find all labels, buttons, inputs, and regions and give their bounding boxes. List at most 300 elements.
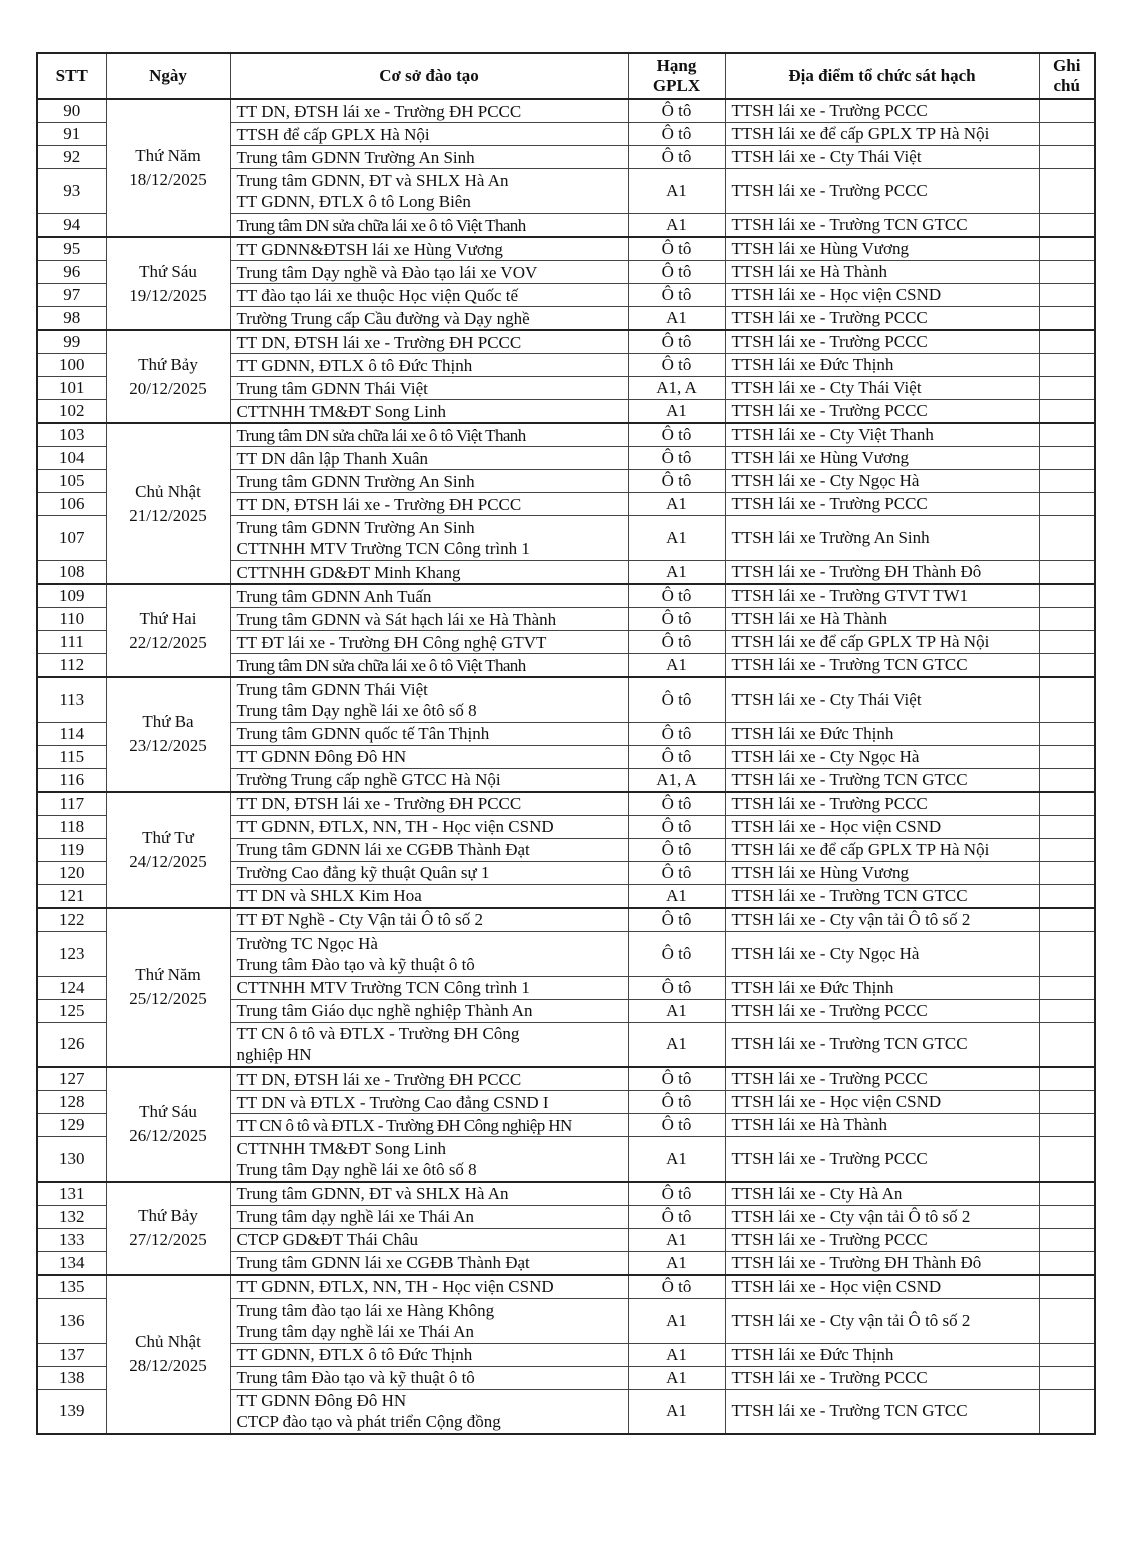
cell-exam-venue: TTSH lái xe Trường An Sinh [725, 516, 1039, 561]
cell-note [1039, 447, 1095, 470]
cell-exam-venue: TTSH lái xe - Học viện CSND [725, 284, 1039, 307]
cell-training-center [230, 1343, 628, 1366]
cell-license-class: Ô tô [628, 1091, 725, 1114]
cell-exam-venue: TTSH lái xe - Cty Việt Thanh [725, 423, 1039, 447]
cell-license-class: A1 [628, 884, 725, 908]
table-row [37, 584, 1095, 608]
cell-exam-venue: TTSH lái xe - Cty vận tải Ô tô số 2 [725, 1298, 1039, 1343]
cell-license-class: A1 [628, 169, 725, 214]
cell-license-class: Ô tô [628, 1275, 725, 1299]
cell-exam-venue: TTSH lái xe - Trường PCCC [725, 99, 1039, 123]
cell-exam-venue: TTSH lái xe - Cty vận tải Ô tô số 2 [725, 1205, 1039, 1228]
cell-date [106, 423, 230, 584]
cell-stt: 136 [37, 1298, 106, 1343]
cell-exam-venue: TTSH lái xe - Trường PCCC [725, 400, 1039, 424]
cell-note [1039, 931, 1095, 976]
cell-stt: 125 [37, 999, 106, 1022]
cell-training-center [230, 169, 628, 214]
schedule-table [36, 52, 1096, 1435]
cell-stt: 95 [37, 237, 106, 261]
cell-exam-venue: TTSH lái xe Hùng Vương [725, 447, 1039, 470]
cell-license-class: A1 [628, 1343, 725, 1366]
cell-training-center [230, 470, 628, 493]
cell-training-center [230, 976, 628, 999]
cell-note [1039, 284, 1095, 307]
cell-training-center [230, 516, 628, 561]
cell-training-center [230, 146, 628, 169]
training-center-name: CTCP đào tạo và phát triển Cộng đồng [236, 1412, 501, 1432]
training-center-name: CTTNHH TM&ĐT Song Linh [236, 1138, 447, 1158]
cell-training-center [230, 908, 628, 932]
cell-stt: 100 [37, 354, 106, 377]
cell-exam-venue: TTSH lái xe Hà Thành [725, 1114, 1039, 1137]
cell-license-class: Ô tô [628, 1067, 725, 1091]
training-center-name: TT DN dân lập Thanh Xuân [236, 448, 429, 468]
cell-stt: 134 [37, 1251, 106, 1275]
cell-note [1039, 1114, 1095, 1137]
cell-license-class: Ô tô [628, 330, 725, 354]
cell-note [1039, 908, 1095, 932]
training-center-name: Trung tâm GDNN và Sát hạch lái xe Hà Thành [236, 609, 557, 629]
cell-license-class: Ô tô [628, 237, 725, 261]
cell-note [1039, 516, 1095, 561]
cell-note [1039, 1182, 1095, 1206]
training-center-name: TT DN, ĐTSH lái xe - Trường ĐH PCCC [236, 1069, 522, 1089]
date-label: 24/12/2025 [129, 851, 207, 871]
cell-training-center [230, 768, 628, 792]
cell-license-class: Ô tô [628, 631, 725, 654]
cell-stt: 132 [37, 1205, 106, 1228]
cell-date [106, 99, 230, 237]
cell-training-center [230, 377, 628, 400]
cell-license-class: A1 [628, 1366, 725, 1389]
cell-exam-venue: TTSH lái xe Đức Thịnh [725, 976, 1039, 999]
cell-license-class: Ô tô [628, 815, 725, 838]
cell-date [106, 584, 230, 677]
cell-training-center [230, 815, 628, 838]
cell-license-class: Ô tô [628, 123, 725, 146]
cell-license-class: A1 [628, 1022, 725, 1067]
cell-date [106, 1182, 230, 1275]
cell-stt: 128 [37, 1091, 106, 1114]
cell-stt: 139 [37, 1389, 106, 1434]
cell-note [1039, 330, 1095, 354]
training-center-name: Trung tâm GDNN, ĐT và SHLX Hà An [236, 1184, 509, 1203]
cell-training-center [230, 284, 628, 307]
table-row [37, 908, 1095, 932]
cell-stt: 108 [37, 561, 106, 585]
weekday-label: Thứ Hai [139, 608, 197, 628]
cell-date [106, 1067, 230, 1182]
cell-stt: 90 [37, 99, 106, 123]
training-center-name: TT CN ô tô và ĐTLX - Trường ĐH Công [236, 1024, 520, 1044]
cell-license-class: Ô tô [628, 99, 725, 123]
cell-license-class: A1 [628, 1137, 725, 1182]
cell-stt: 102 [37, 400, 106, 424]
cell-training-center [230, 1022, 628, 1067]
cell-stt: 129 [37, 1114, 106, 1137]
cell-note [1039, 493, 1095, 516]
training-center-name: CTTNHH MTV Trường TCN Công trình 1 [236, 539, 530, 558]
cell-date [106, 1275, 230, 1435]
training-center-name: Trung tâm Dạy nghề lái xe ôtô số 8 [236, 700, 477, 720]
cell-stt: 110 [37, 608, 106, 631]
cell-note [1039, 354, 1095, 377]
training-center-name: Trung tâm Đào tạo và kỹ thuật ô tô [236, 954, 475, 974]
cell-note [1039, 237, 1095, 261]
cell-license-class: A1 [628, 1251, 725, 1275]
training-center-name: Trung tâm GDNN quốc tế Tân Thịnh [236, 724, 490, 743]
training-center-name: Trung tâm GDNN lái xe CGĐB Thành Đạt [236, 840, 530, 859]
cell-license-class: A1 [628, 307, 725, 331]
cell-license-class: A1 [628, 493, 725, 516]
training-center-name: TT CN ô tô và ĐTLX - Trường ĐH Công nghiệp HN [236, 1115, 572, 1135]
cell-license-class: Ô tô [628, 1182, 725, 1206]
table-row [37, 1182, 1095, 1206]
cell-note [1039, 1366, 1095, 1389]
cell-stt: 101 [37, 377, 106, 400]
cell-note [1039, 169, 1095, 214]
training-center-name: Trung tâm Dạy nghề và Đào tạo lái xe VOV [236, 262, 538, 282]
cell-exam-venue: TTSH lái xe - Trường TCN GTCC [725, 1022, 1039, 1067]
training-center-name: Trường Trung cấp nghề GTCC Hà Nội [236, 770, 501, 789]
cell-training-center [230, 608, 628, 631]
cell-training-center [230, 861, 628, 884]
weekday-label: Thứ Tư [142, 827, 194, 847]
cell-stt: 124 [37, 976, 106, 999]
cell-stt: 106 [37, 493, 106, 516]
cell-stt: 120 [37, 861, 106, 884]
cell-exam-venue: TTSH lái xe - Trường PCCC [725, 792, 1039, 816]
cell-exam-venue: TTSH lái xe Hùng Vương [725, 237, 1039, 261]
cell-exam-venue: TTSH lái xe - Trường PCCC [725, 493, 1039, 516]
cell-license-class: Ô tô [628, 792, 725, 816]
cell-note [1039, 470, 1095, 493]
cell-date [106, 792, 230, 908]
cell-stt: 133 [37, 1228, 106, 1251]
training-center-name: Trung tâm GDNN Trường An Sinh [236, 471, 475, 491]
cell-exam-venue: TTSH lái xe Đức Thịnh [725, 354, 1039, 377]
training-center-name: TT ĐT Nghề - Cty Vận tải Ô tô số 2 [236, 910, 483, 929]
cell-license-class: Ô tô [628, 284, 725, 307]
cell-training-center [230, 1298, 628, 1343]
cell-note [1039, 1251, 1095, 1275]
cell-exam-venue: TTSH lái xe - Trường PCCC [725, 330, 1039, 354]
cell-stt: 104 [37, 447, 106, 470]
header-date: Ngày [106, 53, 230, 99]
cell-training-center [230, 307, 628, 331]
cell-training-center [230, 423, 628, 447]
cell-stt: 131 [37, 1182, 106, 1206]
table-body [37, 99, 1095, 1434]
cell-exam-venue: TTSH lái xe - Trường TCN GTCC [725, 1389, 1039, 1434]
date-label: 20/12/2025 [129, 378, 207, 398]
training-center-name: Trung tâm GDNN Trường An Sinh [236, 147, 475, 167]
table-row [37, 423, 1095, 447]
cell-note [1039, 261, 1095, 284]
cell-stt: 127 [37, 1067, 106, 1091]
table-row [37, 677, 1095, 722]
cell-exam-venue: TTSH lái xe - Học viện CSND [725, 1091, 1039, 1114]
cell-training-center [230, 354, 628, 377]
date-label: 28/12/2025 [129, 1356, 207, 1376]
cell-note [1039, 307, 1095, 331]
training-center-name: TT GDNN Đông Đô HN [236, 747, 407, 766]
training-center-name: Trường TC Ngọc Hà [236, 933, 378, 953]
cell-training-center [230, 677, 628, 722]
cell-stt: 105 [37, 470, 106, 493]
cell-note [1039, 815, 1095, 838]
cell-training-center [230, 493, 628, 516]
cell-exam-venue: TTSH lái xe - Trường PCCC [725, 1366, 1039, 1389]
cell-exam-venue: TTSH lái xe - Trường TCN GTCC [725, 768, 1039, 792]
cell-stt: 118 [37, 815, 106, 838]
training-center-name: Trung tâm Dạy nghề lái xe ôtô số 8 [236, 1159, 477, 1179]
cell-license-class: Ô tô [628, 423, 725, 447]
cell-license-class: A1, A [628, 768, 725, 792]
cell-exam-venue: TTSH lái xe Hà Thành [725, 261, 1039, 284]
training-center-name: TT GDNN&ĐTSH lái xe Hùng Vương [236, 239, 503, 259]
cell-note [1039, 722, 1095, 745]
cell-note [1039, 1022, 1095, 1067]
training-center-name: Trung tâm dạy nghề lái xe Thái An [236, 1321, 475, 1341]
cell-note [1039, 1389, 1095, 1434]
training-center-name: TT DN, ĐTSH lái xe - Trường ĐH PCCC [236, 332, 522, 352]
cell-exam-venue: TTSH lái xe - Trường GTVT TW1 [725, 584, 1039, 608]
cell-date [106, 908, 230, 1068]
cell-license-class: Ô tô [628, 354, 725, 377]
cell-license-class: Ô tô [628, 908, 725, 932]
date-label: 25/12/2025 [129, 989, 207, 1009]
cell-training-center [230, 999, 628, 1022]
cell-exam-venue: TTSH lái xe Hùng Vương [725, 861, 1039, 884]
training-center-name: TT GDNN, ĐTLX ô tô Đức Thịnh [236, 355, 473, 375]
cell-license-class: Ô tô [628, 838, 725, 861]
cell-exam-venue: TTSH lái xe để cấp GPLX TP Hà Nội [725, 631, 1039, 654]
cell-license-class: Ô tô [628, 261, 725, 284]
cell-note [1039, 1091, 1095, 1114]
header-license: Hạng GPLX [628, 53, 725, 99]
weekday-label: Thứ Bảy [138, 1206, 198, 1225]
cell-stt: 93 [37, 169, 106, 214]
cell-license-class: Ô tô [628, 470, 725, 493]
cell-stt: 115 [37, 745, 106, 768]
cell-exam-venue: TTSH lái xe - Trường TCN GTCC [725, 884, 1039, 908]
cell-training-center [230, 237, 628, 261]
cell-stt: 123 [37, 931, 106, 976]
cell-training-center [230, 654, 628, 678]
cell-stt: 130 [37, 1137, 106, 1182]
table-header [37, 53, 1095, 99]
training-center-name: Trung tâm Đào tạo và kỹ thuật ô tô [236, 1368, 475, 1387]
cell-exam-venue: TTSH lái xe - Trường PCCC [725, 1137, 1039, 1182]
cell-training-center [230, 1366, 628, 1389]
weekday-label: Thứ Năm [135, 146, 201, 165]
header-stt: STT [37, 53, 106, 99]
cell-training-center [230, 330, 628, 354]
weekday-label: Chủ Nhật [135, 481, 201, 501]
header-center: Cơ sở đào tạo [230, 53, 628, 99]
cell-note [1039, 792, 1095, 816]
cell-training-center [230, 1114, 628, 1137]
cell-exam-venue: TTSH lái xe Hà Thành [725, 608, 1039, 631]
cell-stt: 98 [37, 307, 106, 331]
cell-license-class: A1 [628, 1298, 725, 1343]
training-center-name: Trung tâm GDNN Anh Tuấn [236, 586, 432, 606]
weekday-label: Thứ Bảy [138, 354, 198, 374]
cell-note [1039, 608, 1095, 631]
training-center-name: Trung tâm GDNN Thái Việt [236, 378, 428, 398]
cell-training-center [230, 561, 628, 585]
cell-exam-venue: TTSH lái xe - Cty Hà An [725, 1182, 1039, 1206]
cell-training-center [230, 792, 628, 816]
cell-stt: 109 [37, 584, 106, 608]
training-center-name: Trung tâm Giáo dục nghề nghiệp Thành An [236, 1001, 533, 1020]
training-center-name: Trung tâm DN sửa chữa lái xe ô tô Việt Thanh [236, 425, 526, 445]
training-center-name: Trường Trung cấp Cầu đường và Dạy nghề [236, 308, 530, 328]
cell-license-class: A1 [628, 1389, 725, 1434]
training-center-name: Trung tâm đào tạo lái xe Hàng Không [236, 1300, 495, 1320]
training-center-name: Trung tâm dạy nghề lái xe Thái An [236, 1207, 475, 1226]
cell-training-center [230, 584, 628, 608]
cell-note [1039, 631, 1095, 654]
training-center-name: TT GDNN, ĐTLX ô tô Long Biên [236, 192, 471, 211]
cell-training-center [230, 1067, 628, 1091]
cell-license-class: Ô tô [628, 931, 725, 976]
cell-license-class: Ô tô [628, 677, 725, 722]
cell-note [1039, 1298, 1095, 1343]
training-center-name: TT đào tạo lái xe thuộc Học viện Quốc tế [236, 285, 519, 305]
cell-stt: 116 [37, 768, 106, 792]
cell-note [1039, 400, 1095, 424]
cell-license-class: Ô tô [628, 608, 725, 631]
cell-note [1039, 377, 1095, 400]
cell-exam-venue: TTSH lái xe - Trường PCCC [725, 999, 1039, 1022]
cell-stt: 113 [37, 677, 106, 722]
cell-exam-venue: TTSH lái xe - Trường PCCC [725, 1067, 1039, 1091]
training-center-name: CTTNHH GD&ĐT Minh Khang [236, 562, 461, 582]
cell-note [1039, 99, 1095, 123]
header-venue: Địa điểm tổ chức sát hạch [725, 53, 1039, 99]
cell-license-class: Ô tô [628, 447, 725, 470]
training-center-name: TTSH để cấp GPLX Hà Nội [236, 124, 430, 144]
cell-note [1039, 838, 1095, 861]
cell-note [1039, 214, 1095, 238]
cell-exam-venue: TTSH lái xe - Cty Thái Việt [725, 677, 1039, 722]
cell-exam-venue: TTSH lái xe - Cty Thái Việt [725, 146, 1039, 169]
cell-training-center [230, 1251, 628, 1275]
cell-note [1039, 123, 1095, 146]
cell-note [1039, 654, 1095, 678]
cell-note [1039, 1067, 1095, 1091]
cell-license-class: Ô tô [628, 1114, 725, 1137]
cell-exam-venue: TTSH lái xe Đức Thịnh [725, 722, 1039, 745]
cell-training-center [230, 1228, 628, 1251]
cell-training-center [230, 99, 628, 123]
weekday-label: Chủ Nhật [135, 1332, 201, 1352]
training-center-name: Trung tâm GDNN Trường An Sinh [236, 518, 475, 537]
cell-training-center [230, 631, 628, 654]
cell-training-center [230, 1205, 628, 1228]
cell-note [1039, 884, 1095, 908]
cell-note [1039, 423, 1095, 447]
cell-stt: 112 [37, 654, 106, 678]
table-row [37, 792, 1095, 816]
weekday-label: Thứ Sáu [139, 1102, 197, 1122]
training-center-name: Trung tâm GDNN, ĐT và SHLX Hà An [236, 171, 509, 190]
cell-license-class: A1 [628, 516, 725, 561]
training-center-name: TT GDNN, ĐTLX, NN, TH - Học viện CSND [236, 817, 554, 836]
cell-exam-venue: TTSH lái xe - Trường PCCC [725, 307, 1039, 331]
cell-training-center [230, 1182, 628, 1206]
cell-training-center [230, 447, 628, 470]
training-center-name: TT GDNN, ĐTLX, NN, TH - Học viện CSND [236, 1277, 554, 1296]
cell-note [1039, 1343, 1095, 1366]
training-center-name: Trung tâm GDNN lái xe CGĐB Thành Đạt [236, 1253, 530, 1272]
training-center-name: Trung tâm DN sửa chữa lái xe ô tô Việt Thanh [236, 215, 526, 235]
cell-note [1039, 561, 1095, 585]
training-center-name: TT DN, ĐTSH lái xe - Trường ĐH PCCC [236, 494, 522, 514]
cell-note [1039, 146, 1095, 169]
training-center-name: Trung tâm GDNN Thái Việt [236, 679, 428, 699]
training-center-name: CTCP GD&ĐT Thái Châu [236, 1230, 418, 1249]
cell-stt: 92 [37, 146, 106, 169]
cell-stt: 119 [37, 838, 106, 861]
cell-license-class: Ô tô [628, 584, 725, 608]
table-row [37, 99, 1095, 123]
training-center-name: TT DN và SHLX Kim Hoa [236, 886, 422, 905]
cell-note [1039, 999, 1095, 1022]
cell-stt: 97 [37, 284, 106, 307]
date-label: 18/12/2025 [129, 170, 207, 189]
cell-note [1039, 677, 1095, 722]
cell-training-center [230, 1275, 628, 1299]
cell-stt: 96 [37, 261, 106, 284]
cell-stt: 99 [37, 330, 106, 354]
cell-license-class: A1 [628, 214, 725, 238]
training-center-name: TT DN, ĐTSH lái xe - Trường ĐH PCCC [236, 101, 522, 121]
cell-license-class: Ô tô [628, 146, 725, 169]
training-center-name: nghiệp HN [236, 1045, 312, 1065]
cell-training-center [230, 838, 628, 861]
cell-training-center [230, 745, 628, 768]
cell-stt: 126 [37, 1022, 106, 1067]
training-center-name: CTTNHH TM&ĐT Song Linh [236, 401, 447, 421]
cell-exam-venue: TTSH lái xe Đức Thịnh [725, 1343, 1039, 1366]
cell-stt: 137 [37, 1343, 106, 1366]
cell-training-center [230, 1389, 628, 1434]
training-center-name: TT GDNN Đông Đô HN [236, 1391, 407, 1411]
cell-note [1039, 1137, 1095, 1182]
cell-exam-venue: TTSH lái xe - Cty Thái Việt [725, 377, 1039, 400]
cell-stt: 138 [37, 1366, 106, 1389]
cell-training-center [230, 261, 628, 284]
cell-note [1039, 1205, 1095, 1228]
date-label: 23/12/2025 [129, 736, 207, 756]
date-label: 26/12/2025 [129, 1126, 207, 1146]
date-label: 27/12/2025 [129, 1230, 207, 1249]
cell-note [1039, 1228, 1095, 1251]
cell-exam-venue: TTSH lái xe - Trường TCN GTCC [725, 654, 1039, 678]
cell-license-class: Ô tô [628, 1205, 725, 1228]
cell-stt: 114 [37, 722, 106, 745]
date-label: 19/12/2025 [129, 285, 207, 305]
date-label: 21/12/2025 [129, 505, 207, 525]
cell-license-class: A1, A [628, 377, 725, 400]
cell-exam-venue: TTSH lái xe - Trường ĐH Thành Đô [725, 561, 1039, 585]
cell-license-class: Ô tô [628, 745, 725, 768]
cell-license-class: A1 [628, 1228, 725, 1251]
